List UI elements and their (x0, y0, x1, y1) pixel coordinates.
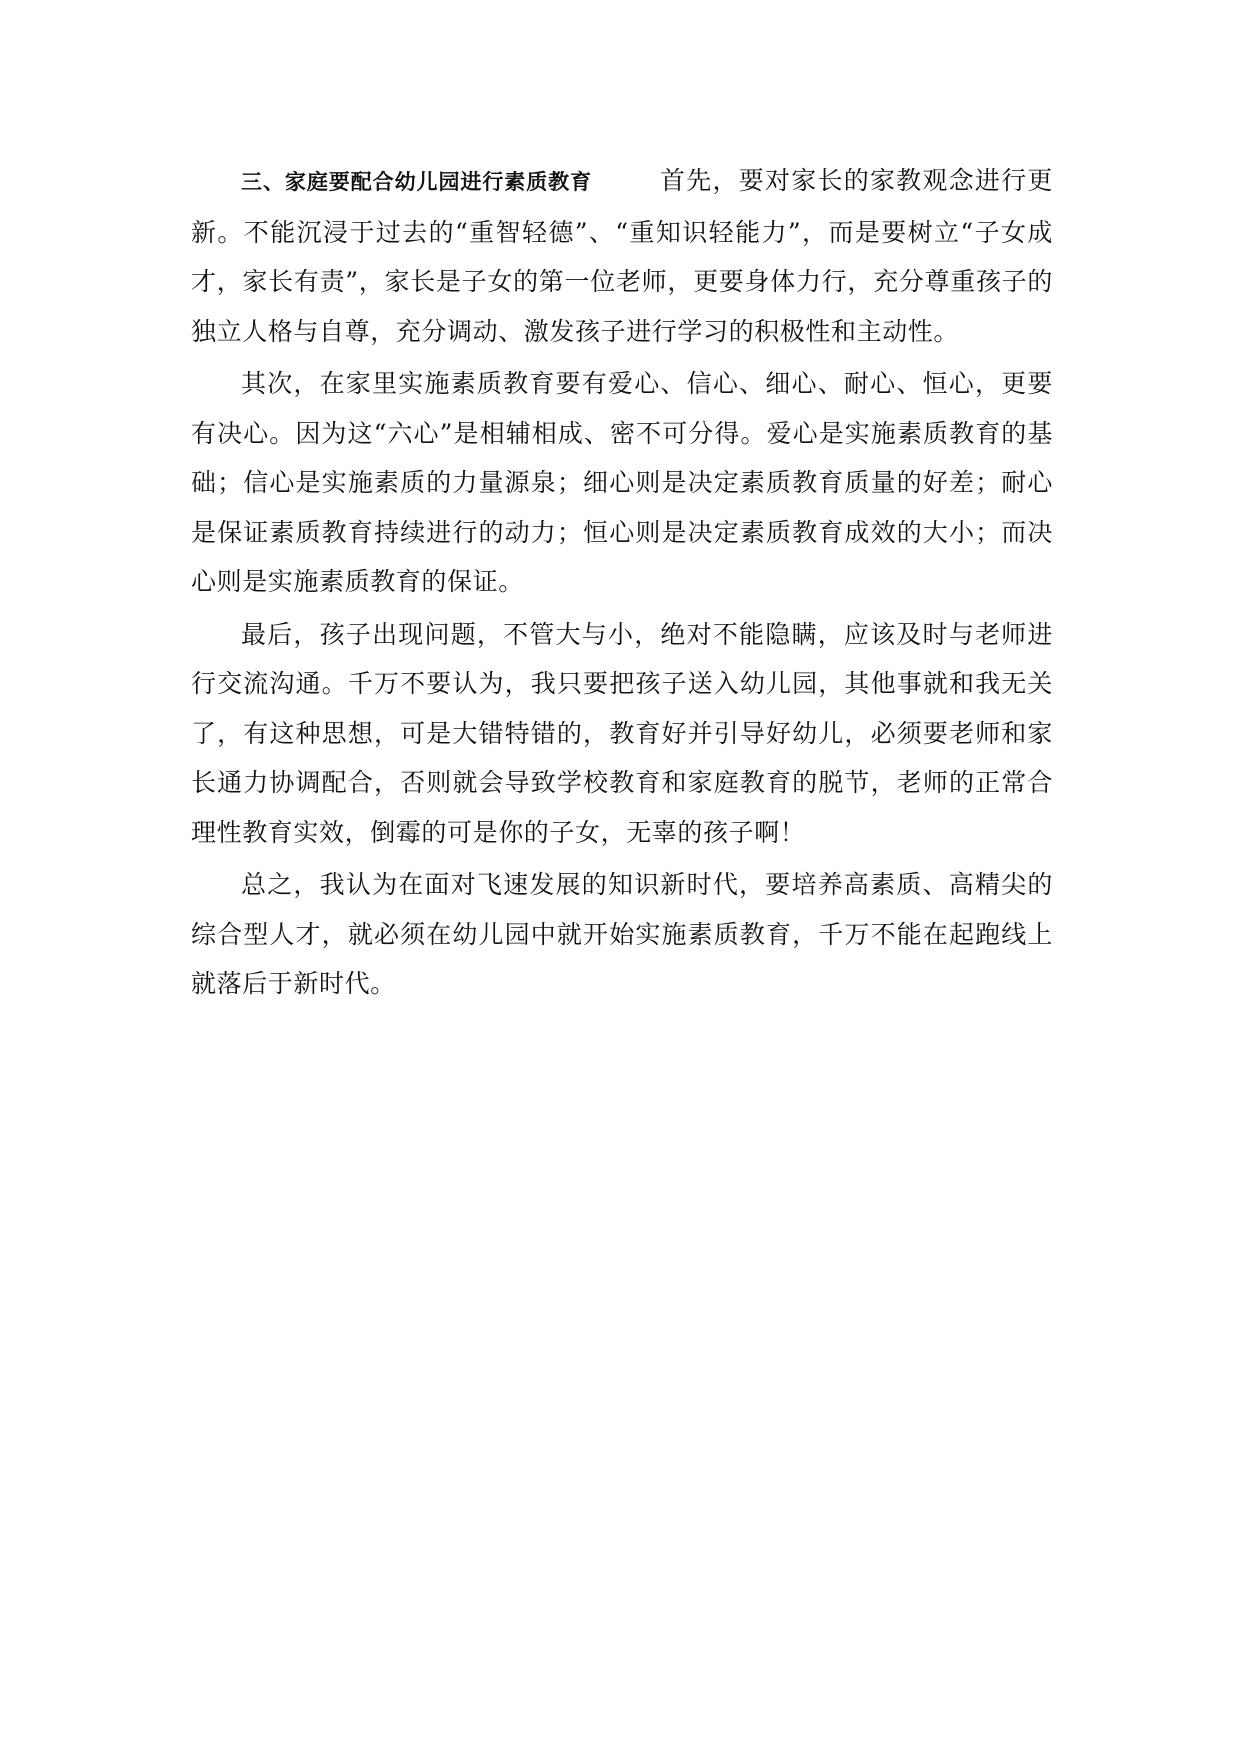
paragraph-3: 最后，孩子出现问题，不管大与小，绝对不能隐瞒，应该及时与老师进行交流沟通。千万不要认为，我只要把孩子送入幼儿园，其他事就和我无关了，有这种思想，可是大错特错的，教育好并引导好幼儿，必须要老师和家长通力协调配合，否则就会导致学校教育和家庭教育的脱节，老师的正常合理性教育实效，倒霉的可是你的子女，无辜的孩子啊！ (191, 619, 1053, 847)
paragraph-4: 总之，我认为在面对飞速发展的知识新时代，要培养高素质、高精尖的综合型人才，就必须在幼儿园中就开始实施素质教育，千万不能在起跑线上就落后于新时代。 (191, 870, 1053, 998)
document-body (191, 156, 1053, 1012)
section-heading: 三、家庭要配合幼儿园进行素质教育 (241, 170, 593, 194)
paragraph-2: 其次，在家里实施素质教育要有爱心、信心、细心、耐心、恒心，更要有决心。因为这“六心”是相辅相成、密不可分得。爱心是实施素质教育的基础；信心是实施素质的力量源泉；细心则是决定素质教育质量的好差；耐心是保证素质教育持续进行的动力；恒心则是决定素质教育成效的大小；而决心则是实施素质教育的保证。 (191, 369, 1053, 596)
paragraph-1-text: 首先，要对家长的家教观念进行更新。不能沉浸于过去的“重智轻德”、“重知识轻能力”，而是要树立“子女成才，家长有责”，家长是子女的第一位老师，更要身体力行，充分尊重孩子的独立人格与自尊，充分调动、激发孩子进行学习的积极性和主动性。 (191, 166, 1053, 346)
paragraph-1 (191, 156, 1053, 356)
